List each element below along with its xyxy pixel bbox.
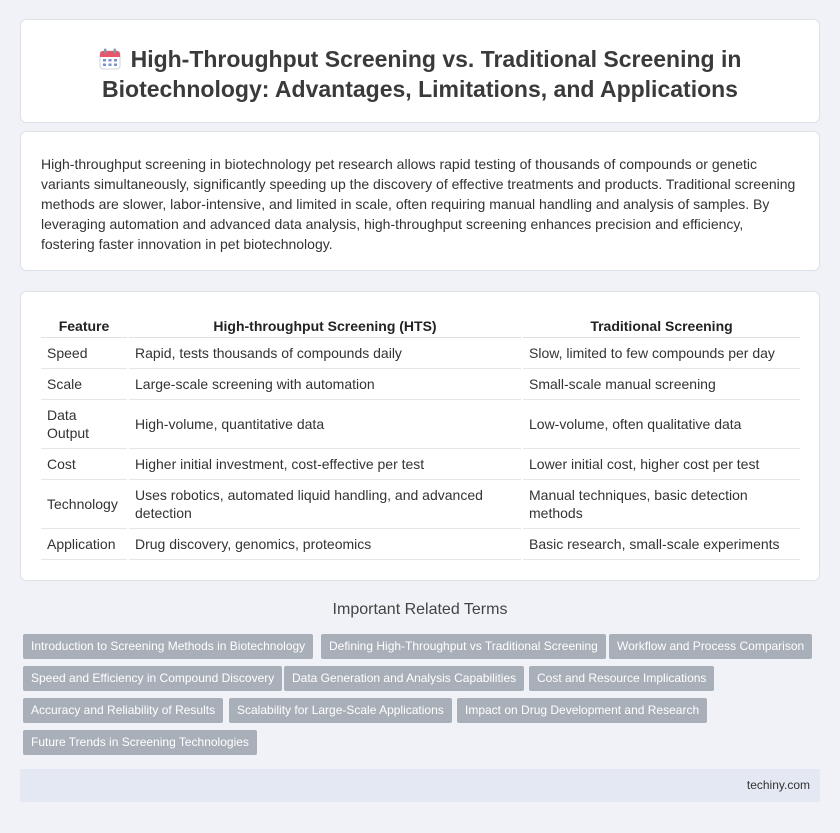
traditional-cell: Basic research, small-scale experiments: [522, 528, 800, 559]
related-term-tag[interactable]: Future Trends in Screening Technologies: [23, 730, 257, 755]
related-term-tag[interactable]: Speed and Efficiency in Compound Discovery: [23, 666, 282, 691]
related-term-tag[interactable]: Data Generation and Analysis Capabilities: [284, 666, 524, 691]
traditional-cell: Low-volume, often qualitative data: [522, 399, 800, 448]
related-term-tag[interactable]: Workflow and Process Comparison: [609, 634, 812, 659]
hts-cell: Drug discovery, genomics, proteomics: [128, 528, 522, 559]
table-header-row: [41, 314, 800, 337]
traditional-cell: Manual techniques, basic detection methods: [522, 479, 800, 528]
footer-site-link[interactable]: techiny.com: [746, 778, 810, 792]
related-term-tag[interactable]: Accuracy and Reliability of Results: [23, 698, 223, 723]
hts-cell: Large-scale screening with automation: [128, 368, 522, 399]
column-header-hts: High-throughput Screening (HTS): [128, 314, 522, 337]
table-row: [41, 368, 800, 399]
feature-cell: Scale: [41, 368, 128, 399]
related-term-tag[interactable]: Scalability for Large-Scale Applications: [229, 698, 452, 723]
page-title-text: High-Throughput Screening vs. Traditional Screening in Biotechnology: Advantages, Limitations, and Applications: [102, 46, 742, 102]
calendar-icon: [99, 48, 121, 70]
related-term-tag[interactable]: Defining High-Throughput vs Traditional Screening: [321, 634, 606, 659]
comparison-card: [20, 291, 820, 581]
footer: [20, 769, 820, 802]
feature-cell: Application: [41, 528, 128, 559]
hts-cell: Rapid, tests thousands of compounds daily: [128, 337, 522, 368]
hts-cell: Higher initial investment, cost-effective per test: [128, 448, 522, 479]
feature-cell: Data Output: [41, 399, 128, 448]
feature-cell: Speed: [41, 337, 128, 368]
related-terms-title: Important Related Terms: [332, 601, 508, 618]
table-row: [41, 448, 800, 479]
intro-paragraph: High-throughput screening in biotechnology pet research allows rapid testing of thousands of compounds or genetic variants simultaneously, significantly speeding up the discovery of effective treatments and products. Traditional screening methods are slower, labor-intensive, and limited in scale, often requiring manual handling and analysis of samples. By leveraging automation and advanced data analysis, high-throughput screening enhances precision and efficiency, fostering faster innovation in pet biotechnology.: [41, 156, 796, 252]
feature-cell: Technology: [41, 479, 128, 528]
table-row: [41, 399, 800, 448]
feature-cell: Cost: [41, 448, 128, 479]
page-title: [41, 44, 799, 104]
hts-cell: Uses robotics, automated liquid handling, and advanced detection: [128, 479, 522, 528]
traditional-cell: Small-scale manual screening: [522, 368, 800, 399]
related-term-tag[interactable]: Introduction to Screening Methods in Biotechnology: [23, 634, 313, 659]
header-card: [20, 19, 820, 123]
related-term-tag[interactable]: Cost and Resource Implications: [529, 666, 714, 691]
column-header-traditional: Traditional Screening: [522, 314, 800, 337]
table-row: [41, 337, 800, 368]
table-row: [41, 528, 800, 559]
related-term-tag[interactable]: Impact on Drug Development and Research: [457, 698, 707, 723]
hts-cell: High-volume, quantitative data: [128, 399, 522, 448]
intro-card: [20, 131, 820, 271]
comparison-table: [41, 314, 800, 560]
column-header-feature: Feature: [41, 314, 128, 337]
table-row: [41, 479, 800, 528]
traditional-cell: Lower initial cost, higher cost per test: [522, 448, 800, 479]
traditional-cell: Slow, limited to few compounds per day: [522, 337, 800, 368]
